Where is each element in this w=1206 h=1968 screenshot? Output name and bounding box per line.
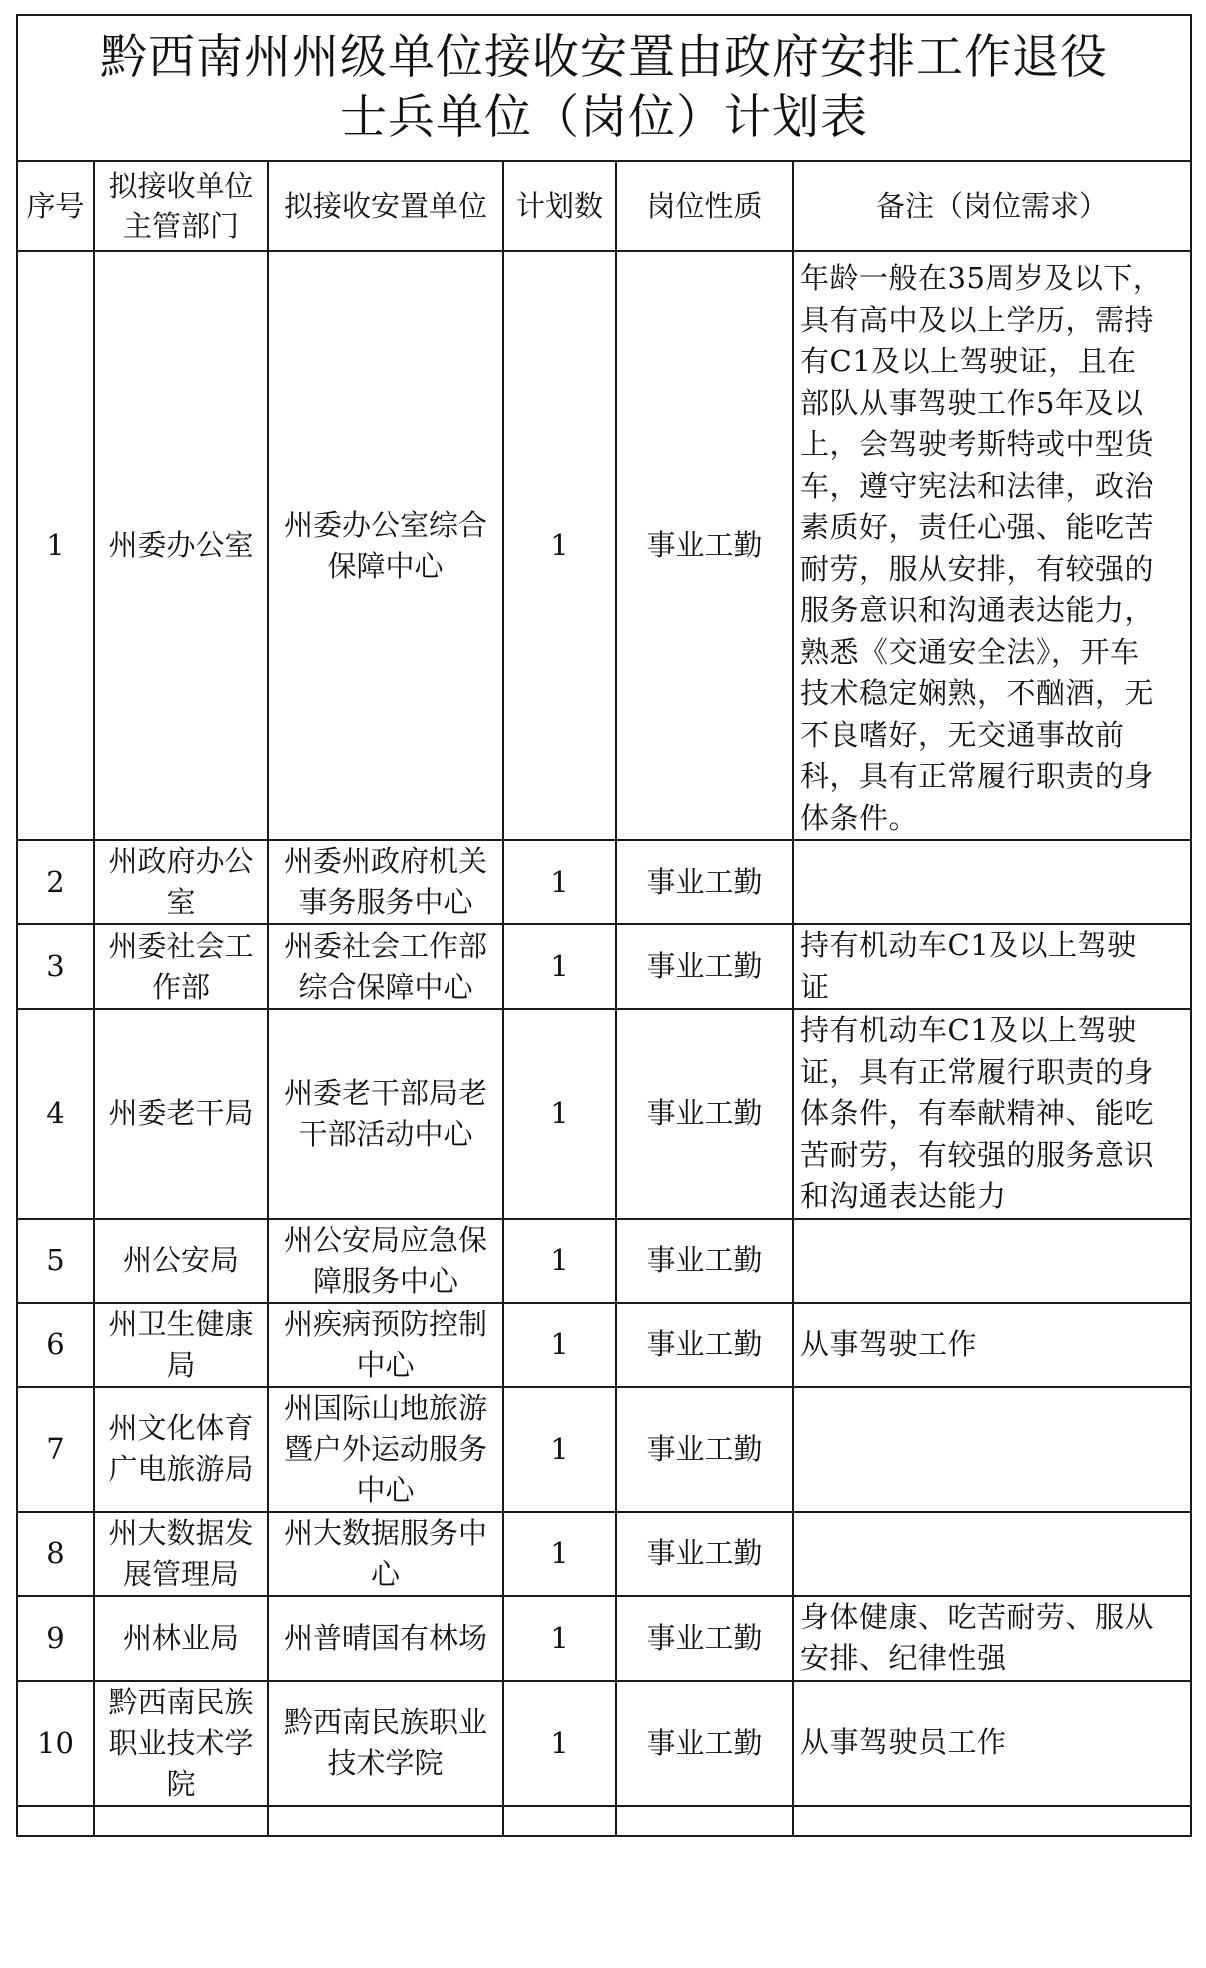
row-nature: 事业工勤 xyxy=(616,1009,793,1219)
table-row xyxy=(17,840,1191,924)
row-note xyxy=(793,1596,1191,1681)
row-unit xyxy=(268,1512,503,1596)
table-row xyxy=(17,924,1191,1009)
row-unit-line: 黔西南民族职业 xyxy=(283,1705,487,1739)
row-unit xyxy=(268,1596,503,1681)
row-nature: 事业工勤 xyxy=(616,1512,793,1596)
table-row xyxy=(17,1512,1191,1596)
row-count: 1 xyxy=(503,1303,616,1387)
header-nature: 岗位性质 xyxy=(616,161,793,251)
row-nature: 事业工勤 xyxy=(616,1596,793,1681)
row-note-line: 上，会驾驶考斯特或中型货 xyxy=(800,427,1155,461)
empty-cell xyxy=(616,1806,793,1836)
row-nature: 事业工勤 xyxy=(616,1387,793,1512)
row-note-line: 技术稳定娴熟，不酗酒，无 xyxy=(800,676,1155,710)
row-dept-line: 广电旅游局 xyxy=(108,1452,254,1486)
row-dept xyxy=(94,251,268,840)
row-unit-line: 州疾病预防控制 xyxy=(283,1306,487,1341)
row-dept xyxy=(94,924,268,1009)
row-note-line: 苦耐劳，有较强的服务意识 xyxy=(800,1137,1155,1172)
row-nature: 事业工勤 xyxy=(616,251,793,840)
row-dept xyxy=(94,1009,268,1219)
row-dept-line: 展管理局 xyxy=(122,1556,239,1591)
empty-cell xyxy=(793,1806,1191,1836)
row-unit-line: 州委社会工作部 xyxy=(283,928,487,963)
row-unit-line: 州委办公室综合 xyxy=(283,507,487,542)
row-unit-line: 干部活动中心 xyxy=(298,1116,473,1151)
row-unit xyxy=(268,1387,503,1512)
row-note-line: 年龄一般在35周岁及以下， xyxy=(800,261,1163,295)
row-dept-line: 州卫生健康 xyxy=(108,1306,254,1341)
row-unit-line: 技术学院 xyxy=(327,1746,444,1780)
row-unit-line: 保障中心 xyxy=(327,548,444,583)
empty-cell xyxy=(17,1806,94,1836)
header-note: 备注（岗位需求） xyxy=(793,161,1191,251)
empty-row xyxy=(17,1806,1191,1836)
row-dept-line: 州大数据发 xyxy=(108,1515,254,1550)
header-dept-line-2: 主管部门 xyxy=(122,209,239,243)
row-dept-line: 院 xyxy=(166,1766,196,1801)
row-note xyxy=(793,1387,1191,1512)
row-seq: 9 xyxy=(17,1596,94,1681)
row-unit-line: 州国际山地旅游 xyxy=(283,1390,487,1425)
row-note xyxy=(793,1009,1191,1219)
table-row xyxy=(17,1681,1191,1806)
row-note-line: 不良嗜好，无交通事故前 xyxy=(800,717,1125,752)
row-note xyxy=(793,1512,1191,1596)
row-count: 1 xyxy=(503,1387,616,1512)
row-seq: 6 xyxy=(17,1303,94,1387)
row-unit-line: 州大数据服务中 xyxy=(283,1515,487,1550)
header-row xyxy=(17,161,1191,251)
row-count: 1 xyxy=(503,1512,616,1596)
row-dept-line: 作部 xyxy=(151,969,210,1004)
row-note xyxy=(793,251,1191,840)
row-dept-line: 职业技术学 xyxy=(108,1725,254,1760)
row-note-line: 体条件，有奉献精神、能吃 xyxy=(800,1096,1155,1130)
table-row xyxy=(17,1596,1191,1681)
empty-cell xyxy=(268,1806,503,1836)
table-row xyxy=(17,1219,1191,1303)
empty-cell xyxy=(503,1806,616,1836)
title-row xyxy=(17,15,1191,161)
row-nature: 事业工勤 xyxy=(616,924,793,1009)
row-dept xyxy=(94,1681,268,1806)
row-note-line: 身体健康、吃苦耐劳、服从 xyxy=(800,1599,1155,1634)
row-seq: 4 xyxy=(17,1009,94,1219)
row-dept xyxy=(94,1219,268,1303)
header-dept xyxy=(94,161,268,251)
row-count: 1 xyxy=(503,1596,616,1681)
row-dept-line: 州委办公室 xyxy=(108,528,254,562)
row-dept-line: 州文化体育 xyxy=(108,1411,254,1445)
row-note xyxy=(793,1303,1191,1387)
header-seq: 序号 xyxy=(17,161,94,251)
header-unit: 拟接收安置单位 xyxy=(268,161,503,251)
row-nature: 事业工勤 xyxy=(616,1219,793,1303)
table-row xyxy=(17,251,1191,840)
row-note-line: 持有机动车C1及以上驾驶 xyxy=(800,928,1137,962)
empty-cell xyxy=(94,1806,268,1836)
row-unit-line: 州公安局应急保 xyxy=(283,1222,487,1257)
row-unit xyxy=(268,251,503,840)
row-unit-line: 州委老干部局老 xyxy=(283,1075,487,1110)
row-note-line: 从事驾驶员工作 xyxy=(800,1725,1007,1760)
row-dept xyxy=(94,1303,268,1387)
row-seq: 1 xyxy=(17,251,94,840)
row-note-line: 部队从事驾驶工作5年及以 xyxy=(800,385,1144,420)
row-unit-line: 暨户外运动服务 xyxy=(283,1431,487,1466)
row-note xyxy=(793,924,1191,1009)
row-dept-line: 州林业局 xyxy=(122,1620,239,1655)
row-count: 1 xyxy=(503,840,616,924)
row-unit-line: 综合保障中心 xyxy=(298,969,473,1004)
row-note-line: 科，具有正常履行职责的身 xyxy=(800,759,1155,793)
row-note-line: 证，具有正常履行职责的身 xyxy=(800,1054,1155,1089)
row-unit xyxy=(268,840,503,924)
row-dept-line: 局 xyxy=(166,1347,196,1382)
row-seq: 2 xyxy=(17,840,94,924)
row-seq: 5 xyxy=(17,1219,94,1303)
row-nature: 事业工勤 xyxy=(616,1681,793,1806)
row-count: 1 xyxy=(503,1009,616,1219)
row-dept-line: 州公安局 xyxy=(122,1243,239,1277)
row-dept xyxy=(94,840,268,924)
row-nature: 事业工勤 xyxy=(616,840,793,924)
row-note xyxy=(793,1681,1191,1806)
row-unit xyxy=(268,1009,503,1219)
row-note-line: 耐劳，服从安排，有较强的 xyxy=(800,551,1155,586)
row-note-line: 从事驾驶工作 xyxy=(800,1326,978,1361)
row-note-line: 具有高中及以上学历，需持 xyxy=(800,302,1155,337)
row-unit-line: 心 xyxy=(370,1556,400,1591)
title-line-2: 士兵单位（岗位）计划表 xyxy=(340,90,869,145)
row-seq: 10 xyxy=(17,1681,94,1806)
row-unit-line: 州普晴国有林场 xyxy=(283,1620,487,1655)
table-row xyxy=(17,1303,1191,1387)
row-unit-line: 中心 xyxy=(356,1347,415,1382)
row-count: 1 xyxy=(503,924,616,1009)
row-note-line: 熟悉《交通安全法》，开车 xyxy=(800,634,1140,669)
row-count: 1 xyxy=(503,251,616,840)
row-count: 1 xyxy=(503,1681,616,1806)
row-dept xyxy=(94,1596,268,1681)
row-dept-line: 州政府办公 xyxy=(108,844,254,878)
row-note-line: 体条件。 xyxy=(800,800,919,835)
row-note-line: 车，遵守宪法和法律，政治 xyxy=(800,468,1155,503)
row-unit xyxy=(268,924,503,1009)
row-note-line: 和沟通表达能力 xyxy=(800,1179,1007,1213)
row-unit-line: 障服务中心 xyxy=(312,1263,458,1298)
row-note-line: 持有机动车C1及以上驾驶 xyxy=(800,1013,1137,1047)
row-seq: 8 xyxy=(17,1512,94,1596)
row-dept-line: 州委老干局 xyxy=(108,1096,254,1131)
row-unit xyxy=(268,1303,503,1387)
row-seq: 7 xyxy=(17,1387,94,1512)
row-note-line: 证 xyxy=(800,969,830,1004)
row-unit-line: 中心 xyxy=(356,1472,415,1507)
row-unit-line: 事务服务中心 xyxy=(298,885,473,919)
header-count: 计划数 xyxy=(503,161,616,251)
table-row xyxy=(17,1387,1191,1512)
row-dept-line: 州委社会工 xyxy=(108,928,254,963)
row-unit xyxy=(268,1681,503,1806)
row-note-line: 素质好，责任心强、能吃苦 xyxy=(800,510,1155,544)
header-dept-line-1: 拟接收单位 xyxy=(108,169,254,203)
row-dept xyxy=(94,1387,268,1512)
row-unit-line: 州委州政府机关 xyxy=(283,844,487,878)
row-nature: 事业工勤 xyxy=(616,1303,793,1387)
table-row xyxy=(17,1009,1191,1219)
row-note-line: 安排、纪律性强 xyxy=(800,1641,1007,1675)
plan-table xyxy=(16,14,1192,1837)
row-seq: 3 xyxy=(17,924,94,1009)
row-note xyxy=(793,840,1191,924)
row-dept xyxy=(94,1512,268,1596)
row-count: 1 xyxy=(503,1219,616,1303)
row-dept-line: 室 xyxy=(166,885,196,919)
row-note-line: 服务意识和沟通表达能力， xyxy=(800,593,1155,627)
row-dept-line: 黔西南民族 xyxy=(108,1684,254,1719)
row-unit xyxy=(268,1219,503,1303)
row-note-line: 有C1及以上驾驶证，且在 xyxy=(800,344,1137,378)
table-title xyxy=(17,15,1191,161)
row-note xyxy=(793,1219,1191,1303)
title-line-1: 黔西南州州级单位接收安置由政府安排工作退役 xyxy=(100,30,1109,85)
